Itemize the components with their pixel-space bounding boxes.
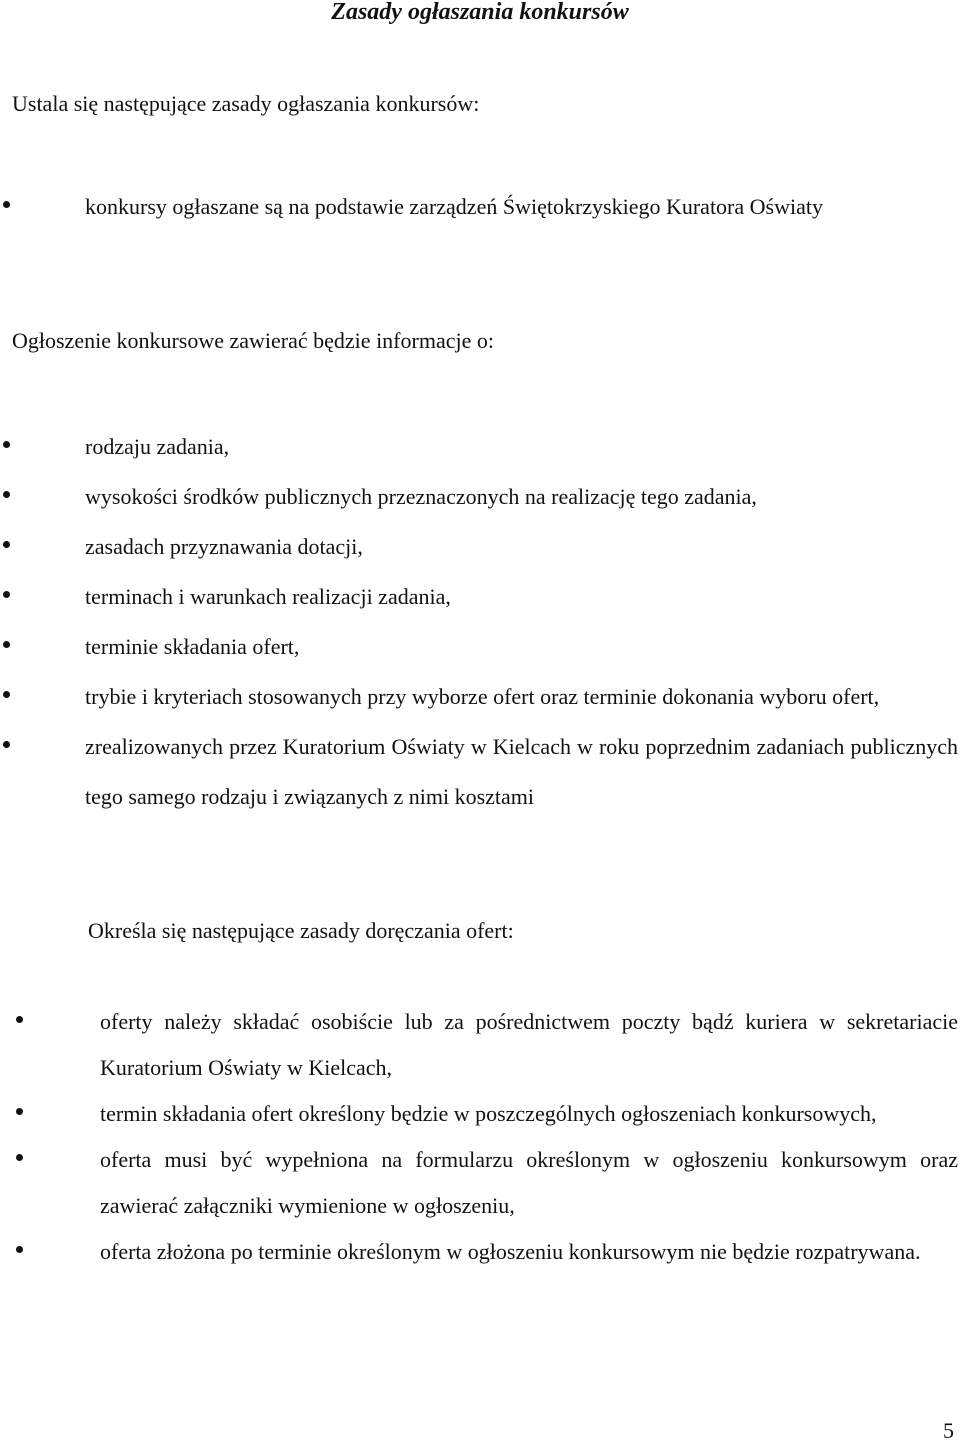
announcement-contents-list <box>0 422 960 822</box>
bullet-icon <box>16 1246 23 1253</box>
list-item <box>0 472 960 522</box>
list-item-text: oferta musi być wypełniona na formularzu określonym w ogłoszeniu konkursowym oraz zawierać załączniki wymienione w ogłoszeniu, <box>100 1147 958 1218</box>
list-item <box>0 722 960 822</box>
list-item <box>0 572 960 622</box>
list-item-text: oferta złożona po terminie określonym w ogłoszeniu konkursowym nie będzie rozpatrywana. <box>100 1239 921 1264</box>
list-item-text: zasadach przyznawania dotacji, <box>85 534 363 559</box>
bullet-icon <box>3 741 10 748</box>
bullet-icon <box>16 1016 23 1023</box>
list-item <box>0 999 960 1091</box>
page-number: 5 <box>943 1418 954 1443</box>
list-item-text: konkursy ogłaszane są na podstawie zarządzeń Świętokrzyskiego Kuratora Oświaty <box>85 194 823 219</box>
bullet-icon <box>3 441 10 448</box>
list-item-text: zrealizowanych przez Kuratorium Oświaty w Kielcach w roku poprzednim zadaniach publicznych tego samego rodzaju i związanych z nimi kosztami <box>85 734 958 809</box>
list-item <box>0 672 960 722</box>
bullet-icon <box>3 491 10 498</box>
bullet-icon <box>3 591 10 598</box>
list-item <box>0 1137 960 1229</box>
bullet-icon <box>3 201 10 208</box>
bullet-icon <box>3 691 10 698</box>
announcement-heading: Ogłoszenie konkursowe zawierać będzie informacje o: <box>12 328 494 353</box>
list-item-text: wysokości środków publicznych przeznaczonych na realizację tego zadania, <box>85 484 757 509</box>
bullet-icon <box>16 1154 23 1161</box>
bullet-icon <box>16 1108 23 1115</box>
bullet-icon <box>3 541 10 548</box>
legal-basis-list <box>0 182 960 232</box>
list-item <box>0 1091 960 1137</box>
list-item <box>0 522 960 572</box>
list-item-text: trybie i kryteriach stosowanych przy wyborze ofert oraz terminie dokonania wyboru ofert, <box>85 684 880 709</box>
document-title: Zasady ogłaszania konkursów <box>331 0 629 25</box>
list-item <box>0 422 960 472</box>
list-item <box>0 182 960 232</box>
intro-paragraph: Ustala się następujące zasady ogłaszania konkursów: <box>12 91 480 116</box>
bullet-icon <box>3 641 10 648</box>
delivery-heading: Określa się następujące zasady doręczania ofert: <box>88 918 514 943</box>
list-item-text: termin składania ofert określony będzie w poszczególnych ogłoszeniach konkursowych, <box>100 1101 877 1126</box>
delivery-rules-list <box>0 999 960 1275</box>
list-item-text: rodzaju zadania, <box>85 434 230 459</box>
list-item-text: terminie składania ofert, <box>85 634 300 659</box>
list-item <box>0 622 960 672</box>
list-item <box>0 1229 960 1275</box>
list-item-text: oferty należy składać osobiście lub za pośrednictwem poczty bądź kuriera w sekretariacie Kuratorium Oświaty w Kielcach, <box>100 1009 958 1080</box>
list-item-text: terminach i warunkach realizacji zadania, <box>85 584 451 609</box>
